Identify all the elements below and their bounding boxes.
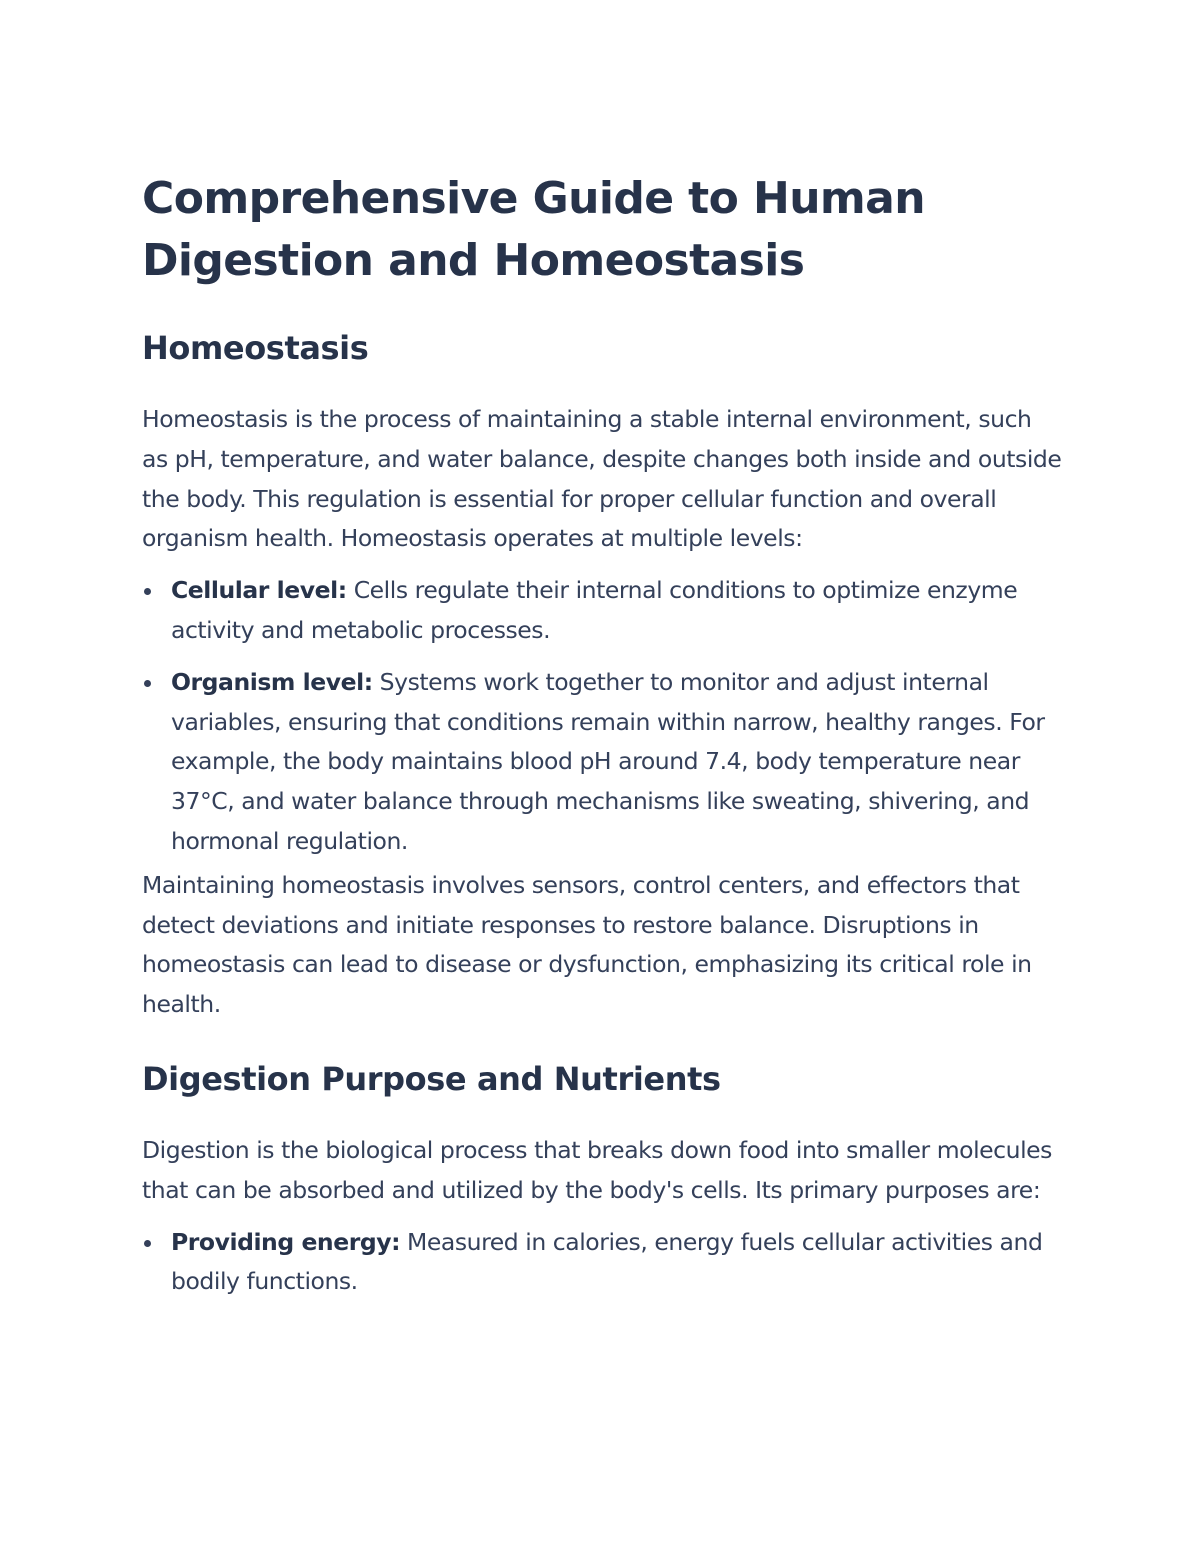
- section-heading-digestion: Digestion Purpose and Nutrients: [142, 1059, 721, 1098]
- homeostasis-levels-list: [142, 571, 1062, 862]
- homeostasis-intro-paragraph: Homeostasis is the process of maintaining a stable internal environment, such as pH, temperature, and water balance, despite changes both inside and outside the body. This regulation is essential for proper cellular function and overall organism health. Homeostasis operates at multiple levels:: [142, 405, 1062, 553]
- bullet-dot-icon: [144, 680, 151, 687]
- bullet-dot-icon: [144, 588, 151, 595]
- digestion-purposes-list: [142, 1223, 1062, 1303]
- list-item-term: Providing energy:: [171, 1227, 401, 1256]
- list-item-text: Cells regulate their internal conditions to optimize enzyme activity and metabolic processes.: [171, 576, 1018, 644]
- list-item: [142, 1223, 1062, 1303]
- document-title: Comprehensive Guide to Human Digestion and Homeostasis: [142, 173, 925, 286]
- list-item-text: Systems work together to monitor and adjust internal variables, ensuring that conditions remain within narrow, healthy ranges. For example, the body maintains blood pH around 7.4, body temperature near 37°C, and water balance through mechanisms like sweating, shivering, and hormonal regulation.: [171, 667, 1045, 855]
- list-item-term: Organism level:: [171, 667, 373, 696]
- list-item: [142, 663, 1062, 862]
- list-item-term: Cellular level:: [171, 576, 347, 605]
- homeostasis-outro-paragraph: Maintaining homeostasis involves sensors, control centers, and effectors that detect deviations and initiate responses to restore balance. Disruptions in homeostasis can lead to disease or dysfunction, emphasizing its critical role in health.: [142, 870, 1032, 1019]
- bullet-dot-icon: [144, 1240, 151, 1247]
- list-item-text: Measured in calories, energy fuels cellular activities and bodily functions.: [171, 1227, 1043, 1296]
- section-heading-homeostasis: Homeostasis: [142, 329, 369, 367]
- list-item: [142, 571, 1062, 651]
- digestion-intro-paragraph: Digestion is the biological process that breaks down food into smaller molecules that can be absorbed and utilized by the body's cells. Its primary purposes are:: [142, 1135, 1052, 1204]
- document-page: [142, 168, 1062, 1306]
